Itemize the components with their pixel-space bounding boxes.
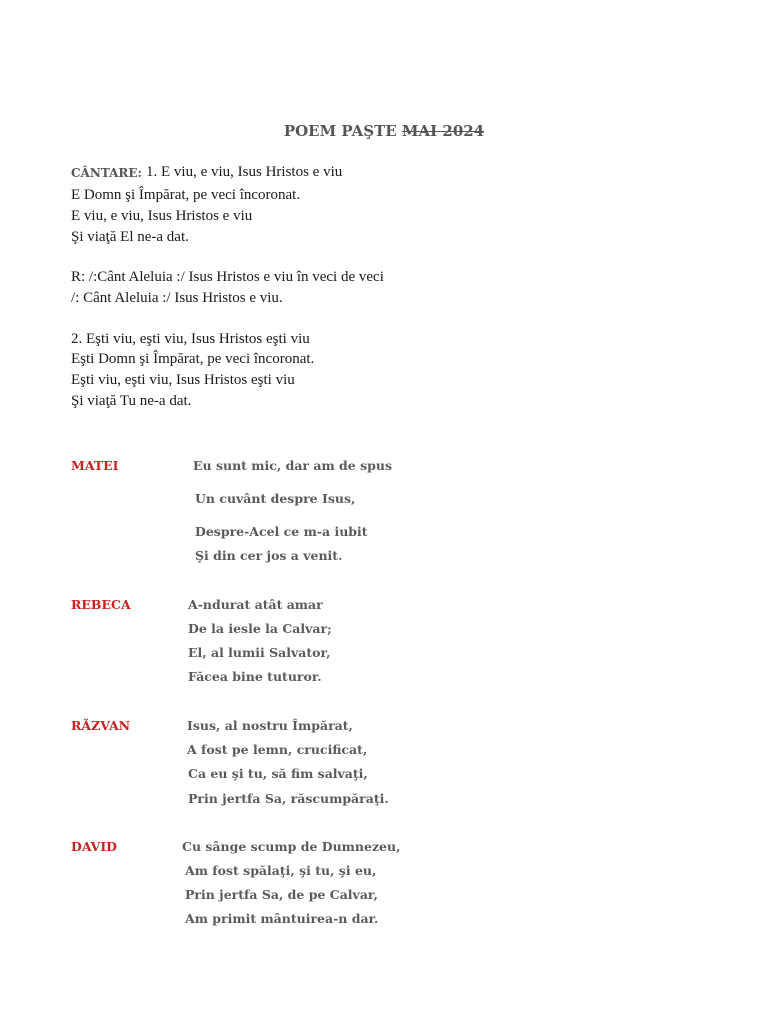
song-line: Eşti viu, eşti viu, Isus Hristos eşti viu [71, 372, 295, 388]
speaker-name: REBECA [71, 597, 131, 612]
verse-line: Am fost spălaţi, şi tu, şi eu, [185, 863, 377, 878]
song-line: Şi viaţă Tu ne-a dat. [71, 393, 192, 409]
page-title [0, 122, 768, 140]
refrain-line: R: /:Cânt Aleluia :/ Isus Hristos e viu în veci de veci [71, 269, 384, 285]
verse-line: De la iesle la Calvar; [188, 621, 332, 636]
verse-line: Cu sânge scump de Dumnezeu, [182, 839, 401, 854]
verse-line: A fost pe lemn, crucificat, [187, 742, 368, 757]
song-line: Şi viaţă El ne-a dat. [71, 229, 189, 245]
verse-line: Prin jertfa Sa, răscumpăraţi. [188, 791, 389, 806]
speaker-name: DAVID [71, 839, 118, 854]
song-label: CÂNTARE: [71, 166, 142, 180]
verse-line: Făcea bine tuturor. [188, 669, 322, 684]
verse-line: Şi din cer jos a venit. [195, 548, 343, 563]
verse-line: Despre-Acel ce m-a iubit [195, 524, 368, 539]
song-line: Eşti Domn şi Împărat, pe veci încoronat. [71, 351, 315, 367]
song-line: E Domn şi Împărat, pe veci încoronat. [71, 187, 301, 203]
refrain-line: /: Cânt Aleluia :/ Isus Hristos e viu. [71, 290, 283, 306]
title-struck-date: MAI 2024 [401, 122, 485, 140]
title-main: POEM PAŞTE [283, 122, 402, 140]
verse-line: Eu sunt mic, dar am de spus [193, 458, 392, 473]
song-line: 2. Eşti viu, eşti viu, Isus Hristos eşti viu [71, 331, 310, 347]
speaker-name: MATEI [71, 458, 119, 473]
verse-line: A-ndurat atât amar [188, 597, 323, 612]
verse-line: Prin jertfa Sa, de pe Calvar, [185, 887, 378, 902]
verse-line: Am primit mântuirea-n dar. [185, 911, 379, 926]
verse-line: Isus, al nostru Împărat, [187, 718, 353, 733]
song-line: E viu, e viu, Isus Hristos e viu [71, 208, 253, 224]
speaker-name: RĂZVAN [71, 718, 131, 733]
verse-line: El, al lumii Salvator, [188, 645, 331, 660]
song-line: 1. E viu, e viu, Isus Hristos e viu [146, 164, 343, 180]
verse-line: Un cuvânt despre Isus, [195, 491, 356, 506]
verse-line: Ca eu şi tu, să fim salvaţi, [188, 766, 368, 781]
